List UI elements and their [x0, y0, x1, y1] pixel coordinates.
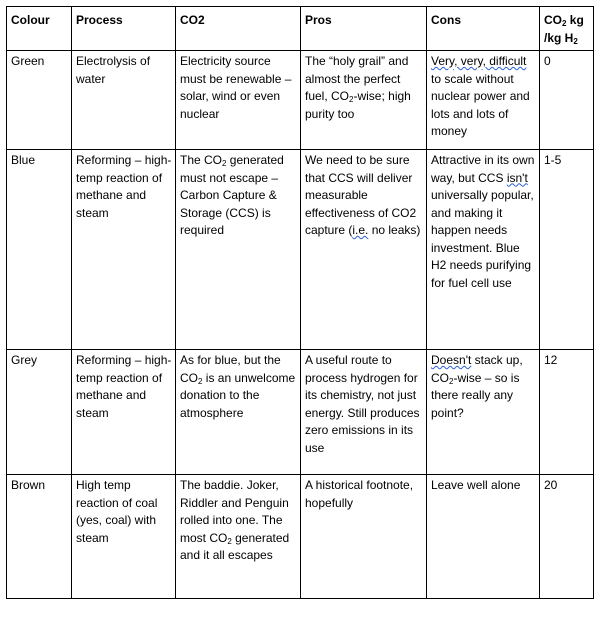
hydrogen-colours-table: [6, 6, 594, 599]
cell-co2-part-a: The CO: [180, 153, 223, 167]
cell-cons-part-b: -wise – so is there really any point?: [431, 370, 520, 420]
cell-colour: Brown: [7, 475, 72, 599]
header-co2kg-sub-a: 2: [562, 19, 567, 28]
cell-process: Electrolysis of water: [72, 51, 176, 150]
cell-colour: Green: [7, 51, 72, 150]
header-co2kg-part-a: CO: [544, 13, 562, 27]
cell-cons-sub: 2: [449, 376, 454, 386]
cell-cons-part-a: Attractive in its own way, but CCS: [431, 153, 535, 185]
cell-co2-part-b: is an unwelcome donation to the atmosphere: [180, 370, 296, 420]
cell-pros-part-b: -wise; high purity too: [305, 89, 411, 121]
cell-co2-value: 12: [540, 350, 594, 475]
header-co2-kg-per-kg-h2: [540, 7, 594, 51]
table-row-blue: [7, 150, 594, 350]
spellcheck-underlined-text: i.e.: [352, 223, 369, 237]
cell-pros-part-a: We need to be sure that CCS will deliver measurable effectiveness of CO2 capture (: [305, 153, 417, 237]
cell-co2-value: 0: [540, 51, 594, 150]
cell-colour: Blue: [7, 150, 72, 350]
cell-colour: Grey: [7, 350, 72, 475]
cell-co2: Electricity source must be renewable – solar, wind or even nuclear: [176, 51, 301, 150]
table-row-green: [7, 51, 594, 150]
cell-co2-part-a: The baddie. Joker, Riddler and Penguin rolled into one. The most CO: [180, 478, 289, 545]
cell-cons-part-b: universally popular, and making it happen needs investment. Blue H2 needs purifying for fuel cell use: [431, 188, 534, 290]
table-row-grey: [7, 350, 594, 475]
cell-co2-part-a: As for blue, but the CO: [180, 353, 281, 385]
cell-co2-sub: 2: [227, 536, 232, 546]
header-co2kg-sub-b: 2: [573, 36, 578, 46]
cell-pros: A useful route to process hydrogen for its chemistry, not just energy. Still produces zero emissions in its use: [301, 350, 427, 475]
cell-cons: [427, 350, 540, 475]
cell-co2-sub: 2: [198, 376, 203, 386]
cell-cons-part-a: stack up, CO: [431, 353, 523, 385]
cell-cons-rest: to scale without nuclear power and lots and lots of money: [431, 71, 530, 138]
spellcheck-underlined-text: isn't: [506, 170, 528, 185]
cell-pros: [301, 150, 427, 350]
cell-pros-sub: 2: [349, 95, 354, 104]
header-process: Process: [72, 7, 176, 51]
cell-co2-sub: 2: [222, 159, 227, 168]
cell-co2: [176, 475, 301, 599]
cell-pros-part-a: The “holy grail” and almost the perfect fuel, CO: [305, 54, 409, 103]
cell-co2-part-b: generated and it all escapes: [180, 530, 290, 562]
spellcheck-underlined-text: Very, very, difficult: [431, 54, 527, 68]
cell-co2: [176, 350, 301, 475]
table-row-brown: [7, 475, 594, 599]
cell-co2: [176, 150, 301, 350]
cell-cons: Leave well alone: [427, 475, 540, 599]
cell-process: Reforming – high-temp reaction of methane and steam: [72, 150, 176, 350]
header-co2kg-part-b: kg /kg H: [544, 13, 584, 45]
cell-pros: A historical footnote, hopefully: [301, 475, 427, 599]
spellcheck-underlined-text: Doesn't: [431, 353, 472, 367]
cell-cons: [427, 51, 540, 150]
cell-co2-part-b: generated must not escape – Carbon Capture & Storage (CCS) is required: [180, 153, 284, 237]
cell-pros-part-b: no leaks): [368, 223, 421, 237]
header-cons: Cons: [427, 7, 540, 51]
cell-co2-value: 20: [540, 475, 594, 599]
header-colour: Colour: [7, 7, 72, 51]
document-page: [6, 6, 594, 599]
cell-process: Reforming – high-temp reaction of methane and steam: [72, 350, 176, 475]
cell-co2-value: 1-5: [540, 150, 594, 350]
cell-pros: [301, 51, 427, 150]
header-row: [7, 7, 594, 51]
header-co2: CO2: [176, 7, 301, 51]
cell-process: High temp reaction of coal (yes, coal) with steam: [72, 475, 176, 599]
header-pros: Pros: [301, 7, 427, 51]
cell-cons: [427, 150, 540, 350]
